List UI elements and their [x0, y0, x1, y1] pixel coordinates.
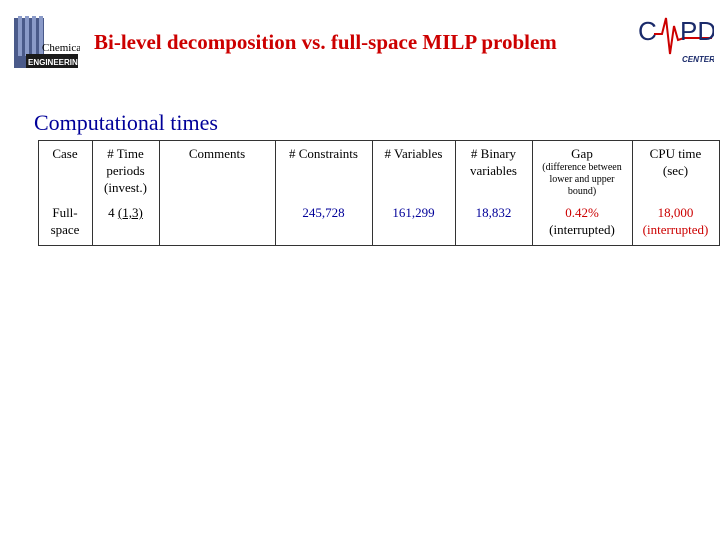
chemical-engineering-logo	[12, 14, 80, 70]
header-cpu-time	[632, 145, 719, 179]
row-time-periods	[92, 204, 159, 221]
row-gap	[532, 204, 632, 238]
row-gap-status: (interrupted)	[549, 222, 615, 237]
header-constraints: # Constraints	[289, 146, 358, 161]
header-variables: # Variables	[384, 146, 443, 161]
header-time-periods-line-1: # Time	[107, 146, 144, 161]
table-border-top	[38, 140, 720, 141]
row-case-line-2: space	[50, 222, 80, 237]
row-binary: 18,832	[475, 205, 512, 220]
logo-left-text-2: ENGINEERING	[28, 58, 80, 67]
row-constraints: 245,728	[302, 205, 345, 220]
row-cpu-time	[632, 204, 719, 238]
page-title: Bi-level decomposition vs. full-space MILP problem	[94, 30, 557, 54]
logo-right-text-1: C	[638, 16, 657, 46]
row-cpu-status: (interrupted)	[642, 222, 709, 237]
row-gap-value: 0.42%	[565, 205, 599, 220]
header-gap-note-2: lower and upper	[549, 174, 615, 185]
logo-left-text-1: Chemical	[42, 42, 80, 54]
row-time-periods-count: 4	[108, 205, 118, 220]
header-cpu-line-2: (sec)	[662, 163, 689, 178]
header-gap-note-1: (difference between	[542, 162, 622, 173]
table-border-bottom	[38, 245, 720, 246]
header-time-periods	[92, 145, 159, 196]
header-gap	[532, 145, 632, 198]
row-time-periods-invest: (1,3)	[117, 205, 143, 220]
header-binary-variables	[455, 145, 532, 179]
logo-right-text-3: CENTER	[682, 55, 714, 64]
row-cpu-value: 18,000	[657, 205, 694, 220]
row-case	[38, 204, 92, 238]
header-cpu-line-1: CPU time	[649, 146, 702, 161]
header-gap-label: Gap	[571, 146, 593, 161]
row-variables: 161,299	[392, 205, 435, 220]
header-binary-line-2: variables	[470, 163, 517, 178]
capd-center-logo	[636, 10, 714, 68]
header-comments: Comments	[188, 146, 246, 161]
header-gap-note-3: bound)	[567, 186, 597, 197]
header-case: Case	[52, 146, 78, 161]
header-time-periods-line-2: periods	[106, 163, 145, 178]
section-title: Computational times	[34, 110, 218, 135]
computational-times-table	[38, 140, 720, 246]
header-binary-line-1: # Binary	[470, 146, 517, 161]
header-time-periods-line-3: (invest.)	[104, 180, 147, 195]
row-case-line-1: Full-	[52, 205, 78, 220]
logo-right-text-2: PD	[680, 16, 714, 46]
